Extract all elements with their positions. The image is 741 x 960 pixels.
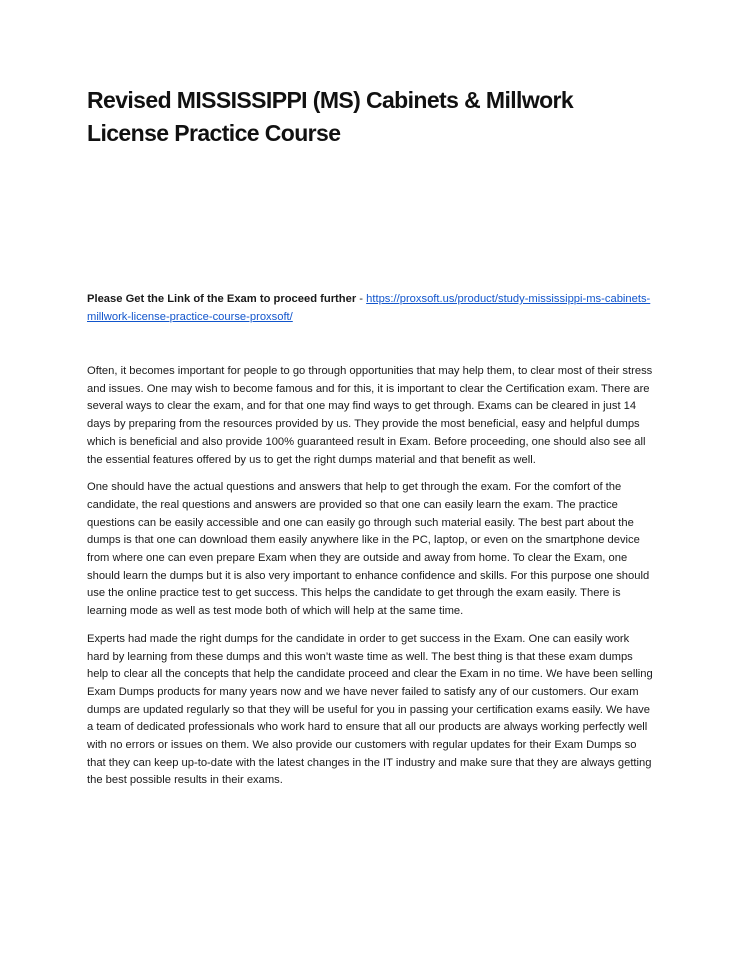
body-paragraph-2: One should have the actual questions and answers that help to get through the exam. For the comfort of the candidate, the real questions and answers are provided so that one can easily learn the exam. The practice questions can be easily accessible and one can easily go through such material easily. The best part about the dumps is that one can download them easily anywhere like in the PC, laptop, or even on the smartphone device from where one can even prepare Exam when they are outside and away from home. To clear the Exam, one should learn the dumps but it is also very important to enhance confidence and skills. For this purpose one should use the online practice test to get success. This helps the candidate to get through the exam easily. There is learning mode as well as test mode both of which will help at the same time.: [87, 481, 650, 618]
document-title: Revised MISSISSIPPI (MS) Cabinets & Millwork License Practice Course: [87, 87, 574, 146]
exam-link-paragraph: [87, 290, 653, 326]
exam-link[interactable]: https://proxsoft.us/product/study-mississippi-ms-cabinets-millwork-license-practice-course-proxsoft/: [87, 293, 651, 323]
link-separator: -: [356, 293, 367, 305]
body-paragraph-1: [87, 363, 653, 469]
document-page: [87, 84, 653, 800]
paragraph-1-text: Often, it becomes important for people to go through opportunities that may help them, to clear most of their stress and issues. One may wish to become famous and for this, it is important to clear the Certification exam. There are several ways to clear the exam, and for that one may find ways to get through. Exams can be cleared in just 14 days by preparing from the resources provided by us. They provide the most beneficial, easy and helpful dumps which is beneficial and also provide 100% guaranteed result in Exam. Before proceeding, one should also see all the essential features offered by us to get the right dumps material and that benefit as well.: [87, 365, 653, 466]
body-paragraph-3: Experts had made the right dumps for the candidate in order to get success in the Exam. One can easily work hard by learning from these dumps and this won’t waste time as well. The best thing is that these exam dumps help to clear all the concepts that help the candidate proceed and clear the Exam in no time. We have been selling Exam Dumps products for many years now and we have never failed to satisfy any of our customers. Our exam dumps are updated regularly so that they will be useful for you in passing your certification exams easily. We have a team of dedicated professionals who work hard to ensure that all our products are always working perfectly well with no errors or issues on them. We also provide our customers with regular updates for their Exam Dumps so that they can keep up-to-date with the latest changes in the IT industry and make sure that they are always getting the best possible results in their exams.: [87, 632, 653, 787]
link-intro-text: Please Get the Link of the Exam to proceed further: [87, 293, 357, 305]
